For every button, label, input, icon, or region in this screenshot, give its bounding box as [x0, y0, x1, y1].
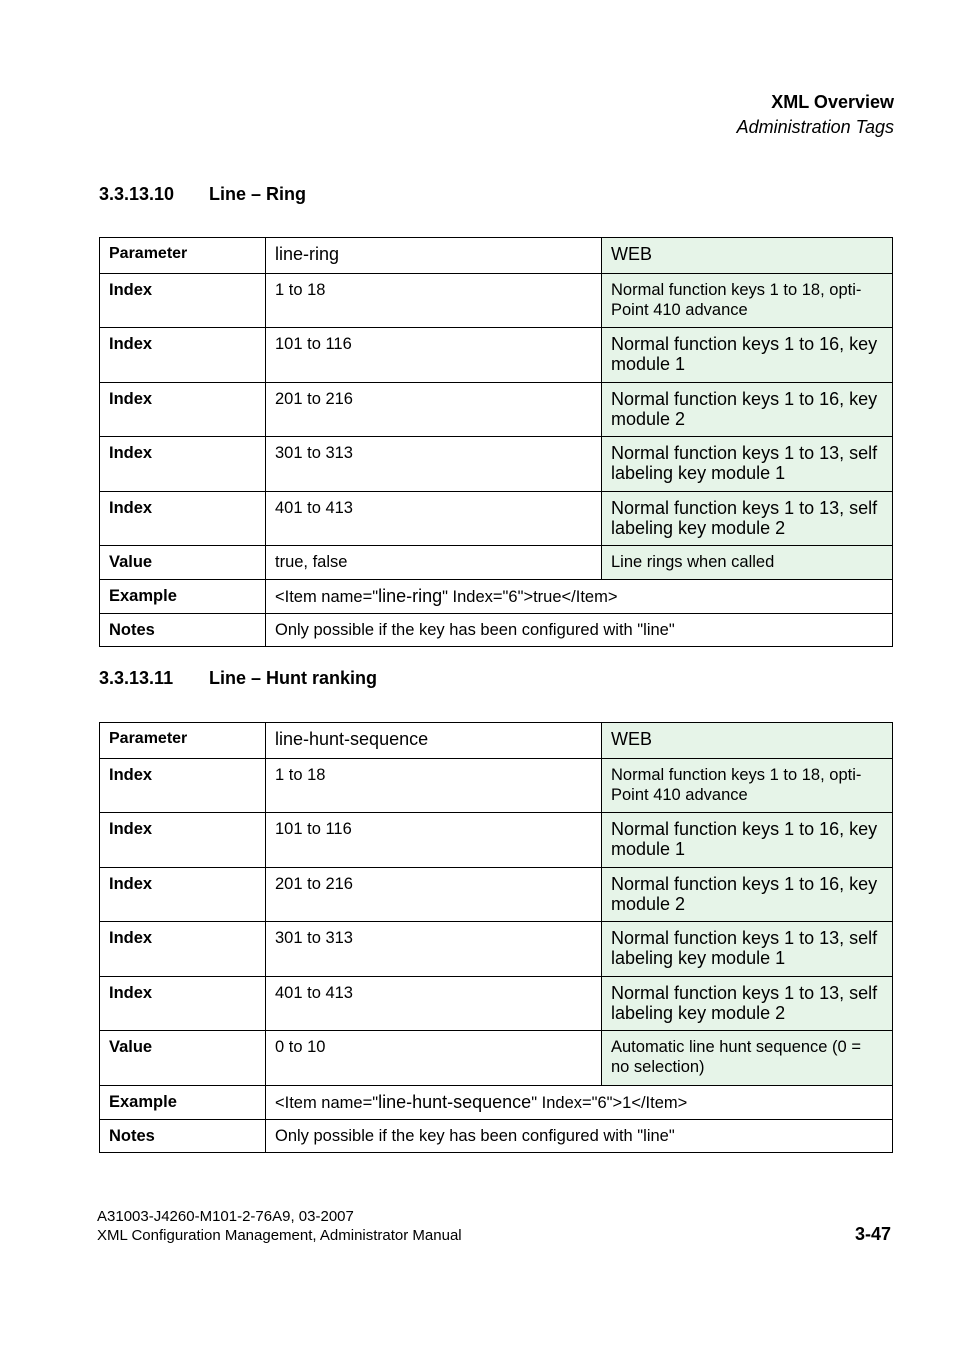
page-number: 3-47 [854, 1224, 891, 1244]
table-cell: Example [100, 1086, 266, 1120]
notes-text: Only possible if the key has been configured with "line" [266, 614, 893, 647]
table-cell: Normal function keys 1 to 16, key module 2 [602, 383, 893, 437]
table-cell: Notes [100, 1120, 266, 1153]
table-header-row [100, 723, 893, 759]
table-cell: Parameter [100, 238, 266, 274]
running-header [737, 90, 894, 140]
example-prefix: <Item name=" [275, 588, 379, 606]
table-cell: Automatic line hunt sequence (0 = no selection) [602, 1031, 893, 1086]
table-cell: WEB [602, 238, 893, 274]
table-cell: Normal function keys 1 to 16, key module 1 [602, 328, 893, 383]
table-cell: 201 to 216 [266, 868, 602, 922]
table-cell: 1 to 18 [266, 759, 602, 813]
table-cell: Normal function keys 1 to 13, self labeling key module 2 [602, 977, 893, 1031]
table-cell: Index [100, 492, 266, 546]
chapter-title: XML Overview [771, 92, 894, 112]
parameter-name: line-ring [266, 238, 602, 274]
example-row [100, 580, 893, 614]
table-cell: Example [100, 580, 266, 614]
section-title: Line – Hunt ranking [209, 668, 378, 688]
table-cell: Normal function keys 1 to 16, key module 2 [602, 868, 893, 922]
table-row [100, 868, 893, 922]
table-cell: true, false [266, 546, 602, 580]
section-number: 3.3.13.11 [99, 668, 174, 688]
notes-text: Only possible if the key has been configured with "line" [266, 1120, 893, 1153]
example-code [266, 580, 893, 614]
table-row [100, 328, 893, 383]
example-param: line-ring [378, 586, 443, 606]
table-row [100, 813, 893, 868]
table-cell: Value [100, 546, 266, 580]
example-code [266, 1086, 893, 1120]
table-cell: 401 to 413 [266, 977, 602, 1031]
table-cell: 301 to 313 [266, 922, 602, 977]
table-cell: Index [100, 922, 266, 977]
chapter-subtitle: Administration Tags [736, 117, 894, 137]
table-cell: Index [100, 977, 266, 1031]
example-suffix: " Index="6">true</Item> [442, 588, 618, 606]
table-cell: Index [100, 759, 266, 813]
table-cell: Normal function keys 1 to 13, self labeling key module 2 [602, 492, 893, 546]
table-row [100, 1031, 893, 1086]
section-number: 3.3.13.10 [99, 184, 175, 204]
table-cell: Line rings when called [602, 546, 893, 580]
example-param: line-hunt-sequence [378, 1092, 532, 1112]
table-cell: Normal function keys 1 to 18, opti-Point 410 advance [602, 274, 893, 328]
table-row [100, 759, 893, 813]
table-row [100, 492, 893, 546]
table-cell: Index [100, 383, 266, 437]
table-cell: 201 to 216 [266, 383, 602, 437]
table-row [100, 922, 893, 977]
table-cell: Value [100, 1031, 266, 1086]
parameter-name: line-hunt-sequence [266, 723, 602, 759]
example-row [100, 1086, 893, 1120]
table-cell: 401 to 413 [266, 492, 602, 546]
notes-row [100, 614, 893, 647]
document-id: A31003-J4260-M101-2-76A9, 03-2007 [97, 1208, 354, 1225]
example-suffix: " Index="6">1</Item> [531, 1094, 688, 1112]
table-cell: 1 to 18 [266, 274, 602, 328]
notes-row [100, 1120, 893, 1153]
table-cell: Normal function keys 1 to 13, self labeling key module 1 [602, 437, 893, 492]
example-prefix: <Item name=" [275, 1094, 379, 1112]
table-row [100, 437, 893, 492]
table-cell: 301 to 313 [266, 437, 602, 492]
table-cell: WEB [602, 723, 893, 759]
table-cell: 101 to 116 [266, 328, 602, 383]
table-cell: Index [100, 328, 266, 383]
table-cell: Normal function keys 1 to 13, self labeling key module 1 [602, 922, 893, 977]
section-heading [99, 184, 306, 205]
table-row [100, 274, 893, 328]
document-title: XML Configuration Management, Administrator Manual [97, 1227, 462, 1244]
table-cell: Index [100, 274, 266, 328]
table-cell: Normal function keys 1 to 18, opti-Point 410 advance [602, 759, 893, 813]
table-cell: Index [100, 868, 266, 922]
parameter-table [99, 237, 893, 647]
table-cell: 101 to 116 [266, 813, 602, 868]
table-cell: Normal function keys 1 to 16, key module 1 [602, 813, 893, 868]
section-title: Line – Ring [209, 184, 307, 204]
parameter-table [99, 722, 893, 1153]
table-cell: Notes [100, 614, 266, 647]
table-cell: Index [100, 437, 266, 492]
table-cell: 0 to 10 [266, 1031, 602, 1086]
section-heading [99, 668, 377, 689]
page-footer [97, 1207, 462, 1245]
table-row [100, 383, 893, 437]
table-row [100, 546, 893, 580]
table-cell: Index [100, 813, 266, 868]
table-header-row [100, 238, 893, 274]
table-row [100, 977, 893, 1031]
table-cell: Parameter [100, 723, 266, 759]
